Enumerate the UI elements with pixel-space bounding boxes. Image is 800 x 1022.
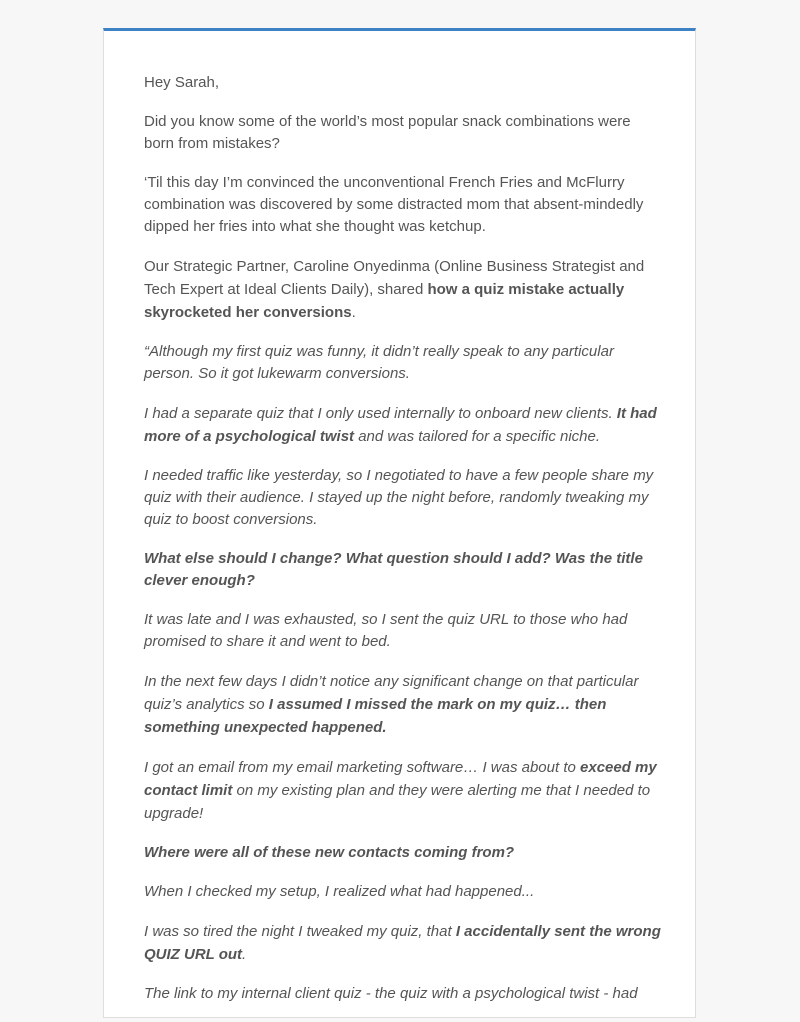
paragraph-fries: ‘Til this day I’m convinced the unconventional French Fries and McFlurry combination was discovered by some distracted mom that absent-mindedly dipped her fries into what she thought was ketchup.: [144, 174, 644, 235]
email-card: [103, 28, 696, 1018]
quote-internal-link: The link to my internal client quiz - the quiz with a psychological twist - had: [144, 985, 638, 1002]
highlight-wrong-url: I accidentally sent the wrong QUIZ URL out: [144, 923, 661, 963]
highlight-psychological-twist: It had more of a psychological twist: [144, 405, 657, 445]
quote-traffic: I needed traffic like yesterday, so I negotiated to have a few people share my quiz with their audience. I stayed up the night before, randomly tweaking my quiz to boost conversions.: [144, 467, 654, 528]
quote-checked-setup: When I checked my setup, I realized what had happened...: [144, 883, 535, 900]
paragraph-intro: Did you know some of the world’s most popular snack combinations were born from mistakes?: [144, 113, 631, 152]
quote-new-contacts: Where were all of these new contacts coming from?: [144, 844, 515, 861]
highlight-quiz-mistake: how a quiz mistake actually skyrocketed her conversions: [144, 281, 625, 321]
email-body: [144, 72, 664, 1022]
quote-questions: What else should I change? What question should I add? Was the title clever enough?: [144, 550, 643, 589]
greeting: Hey Sarah,: [144, 74, 220, 91]
quote-late-night: It was late and I was exhausted, so I sent the quiz URL to those who had promised to share it and went to bed.: [144, 611, 628, 650]
quote-contact-limit: I got an email from my email marketing software… I was about to exceed my contact limit on my existing plan and they were alerting me that I needed to upgrade!: [144, 759, 657, 822]
paragraph-partner: Our Strategic Partner, Caroline Onyedinma (Online Business Strategist and Tech Expert at Ideal Clients Daily), shared how a quiz mistake actually skyrocketed her conversions.: [144, 258, 645, 321]
quote-separate-quiz: I had a separate quiz that I only used internally to onboard new clients. It had more of a psychological twist and was tailored for a specific niche.: [144, 405, 657, 445]
quote-analytics: In the next few days I didn’t notice any significant change on that particular quiz’s analytics so I assumed I missed the mark on my quiz… then something unexpected happened.: [144, 673, 639, 736]
quote-wrong-url: I was so tired the night I tweaked my quiz, that I accidentally sent the wrong QUIZ URL out.: [144, 923, 661, 963]
quote-first-quiz: “Although my first quiz was funny, it didn’t really speak to any particular person. So it got lukewarm conversions.: [144, 343, 614, 382]
highlight-contact-limit: exceed my contact limit: [144, 759, 657, 799]
highlight-unexpected: I assumed I missed the mark on my quiz… then something unexpected happened.: [144, 696, 607, 736]
